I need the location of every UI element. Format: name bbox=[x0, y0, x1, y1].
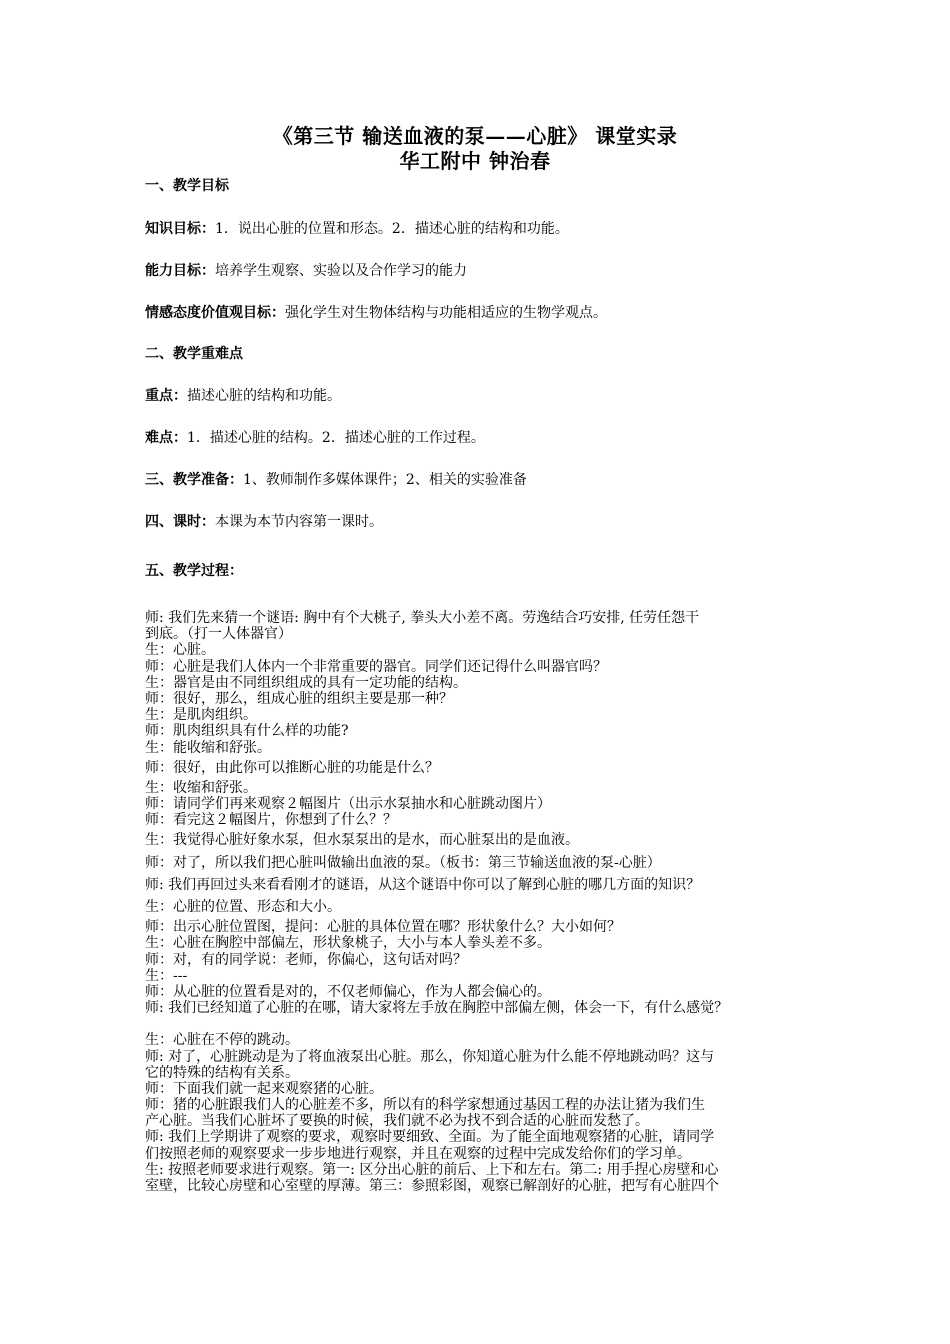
dialogue-transcript bbox=[145, 610, 825, 1194]
difficult-point-label: 难点： bbox=[145, 430, 187, 446]
class-hours-text: 本课为本节内容第一课时。 bbox=[215, 514, 383, 530]
dialogue-line: 师：看完这２幅图片，你想到了什么？？ bbox=[145, 812, 397, 829]
dialogue-line: 生：我觉得心脏好象水泵，但水泵泵出的是水，而心脏泵出的是血液。 bbox=[145, 832, 579, 849]
dialogue-line: 生：心脏在胸腔中部偏左，形状象桃子，大小与本人拳头差不多。 bbox=[145, 935, 551, 952]
dialogue-line: 师：很好，由此你可以推断心脏的功能是什么？ bbox=[145, 759, 439, 776]
dialogue-line: 生：收缩和舒张。 bbox=[145, 779, 257, 796]
dialogue-line: 师：很好，那么，组成心脏的组织主要是那一种？ bbox=[145, 690, 453, 707]
dialogue-line: 们按照老师的观察要求一步步地进行观察，并且在观察的过程中完成发给你们的学习单。 bbox=[145, 1145, 691, 1162]
dialogue-line: 产心脏。当我们心脏坏了要换的时候，我们就不必为找不到合适的心脏而发愁了。 bbox=[145, 1113, 649, 1130]
section-heading-preparation: 三、教学准备： bbox=[145, 472, 243, 488]
dialogue-line: 师：肌肉组织具有什么样的功能? bbox=[145, 723, 349, 740]
emotion-objective-text: 强化学生对生物体结构与功能相适应的生物学观点。 bbox=[285, 305, 607, 321]
document-author: 华工附中 钟治春 bbox=[399, 149, 551, 173]
dialogue-line: 师: 我们已经知道了心脏的在哪，请大家将左手放在胸腔中部偏左侧，体会一下，有什么感觉？ bbox=[145, 1000, 729, 1017]
section-heading-objectives: 一、教学目标 bbox=[145, 178, 229, 194]
key-point-label: 重点： bbox=[145, 388, 187, 404]
dialogue-line: 师：下面我们就一起来观察猪的心脏。 bbox=[145, 1080, 383, 1097]
section-heading-process: 五、教学过程： bbox=[145, 563, 243, 579]
dialogue-line: 师：猪的心脏跟我们人的心脏差不多，所以有的科学家想通过基因工程的办法让猪为我们生 bbox=[145, 1097, 705, 1114]
dialogue-line: 师：对了，所以我们把心脏叫做输出血液的泵。（板书：第三节输送血液的泵-心脏） bbox=[145, 854, 661, 871]
dialogue-line: 生：心脏。 bbox=[145, 642, 215, 659]
preparation-text: 1、教师制作多媒体课件；2、相关的实验准备 bbox=[243, 472, 527, 488]
dialogue-line: 师：对，有的同学说：老师，你偏心，这句话对吗？ bbox=[145, 951, 467, 968]
dialogue-line: 室壁，比较心房壁和心室壁的厚薄。第三：参照彩图，观察已解剖好的心脏，把写有心脏四个 bbox=[145, 1178, 719, 1194]
section-preparation bbox=[145, 472, 527, 489]
key-point-text: 描述心脏的结构和功能。 bbox=[187, 388, 341, 404]
dialogue-line: 师: 我们先来猜一个谜语: 胸中有个大桃子, 拳头大小差不离。劳逸结合巧安排, 任劳任怨干 bbox=[145, 610, 700, 626]
difficult-point-text: 1．描述心脏的结构。2．描述心脏的工作过程。 bbox=[187, 430, 485, 446]
section-heading-key-points: 二、教学重难点 bbox=[145, 346, 243, 362]
dialogue-line: 生：心脏在不停的跳动。 bbox=[145, 1032, 299, 1049]
dialogue-line: 它的特殊的结构有关系。 bbox=[145, 1064, 299, 1081]
dialogue-line: 生：器官是由不同组织组成的具有一定功能的结构。 bbox=[145, 674, 467, 691]
dialogue-line: 师：请同学们再来观察２幅图片（出示水泵抽水和心脏跳动图片） bbox=[145, 796, 551, 813]
dialogue-line: 师: 对了，心脏跳动是为了将血液泵出心脏。那么，你知道心脏为什么能不停地跳动吗？这与 bbox=[145, 1048, 715, 1065]
dialogue-line: 师：从心脏的位置看是对的，不仅老师偏心，作为人都会偏心的。 bbox=[145, 983, 551, 1000]
section-heading-class-hours: 四、课时： bbox=[145, 514, 215, 530]
ability-objective-text: 培养学生观察、实验以及合作学习的能力 bbox=[215, 263, 467, 279]
document-title: 《第三节 输送血液的泵——心脏》 课堂实录 bbox=[272, 124, 678, 148]
key-point bbox=[145, 388, 341, 405]
dialogue-line: 师: 我们上学期讲了观察的要求，观察时要细致、全面。为了能全面地观察猪的心脏，请同学 bbox=[145, 1129, 715, 1146]
dialogue-line: 到底。（打一人体器官） bbox=[145, 626, 292, 643]
ability-objective bbox=[145, 263, 467, 280]
dialogue-line: 师：出示心脏位置图，提问：心脏的具体位置在哪？形状象什么？大小如何？ bbox=[145, 919, 621, 936]
difficult-point bbox=[145, 430, 485, 447]
dialogue-line: 生：心脏的位置、形态和大小。 bbox=[145, 899, 341, 915]
dialogue-line: 生：是肌肉组织。 bbox=[145, 707, 257, 724]
section-class-hours bbox=[145, 514, 383, 531]
dialogue-line: 生：能收缩和舒张。 bbox=[145, 739, 271, 756]
ability-objective-label: 能力目标： bbox=[145, 263, 215, 279]
emotion-objective-label: 情感态度价值观目标： bbox=[145, 305, 285, 321]
dialogue-line: 师：心脏是我们人体内一个非常重要的器官。同学们还记得什么叫器官吗？ bbox=[145, 658, 607, 675]
dialogue-line: 生：--- bbox=[145, 967, 188, 984]
dialogue-line: 生: 按照老师要求进行观察。第一: 区分出心脏的前后、上下和左右。第二: 用手捏心房壁和心 bbox=[145, 1161, 719, 1178]
dialogue-line: 师: 我们再回过头来看看刚才的谜语，从这个谜语中你可以了解到心脏的哪几方面的知识？ bbox=[145, 876, 701, 893]
knowledge-objective-text: 1．说出心脏的位置和形态。2．描述心脏的结构和功能。 bbox=[215, 221, 569, 237]
knowledge-objective bbox=[145, 221, 569, 238]
knowledge-objective-label: 知识目标： bbox=[145, 221, 215, 237]
emotion-objective bbox=[145, 305, 607, 322]
